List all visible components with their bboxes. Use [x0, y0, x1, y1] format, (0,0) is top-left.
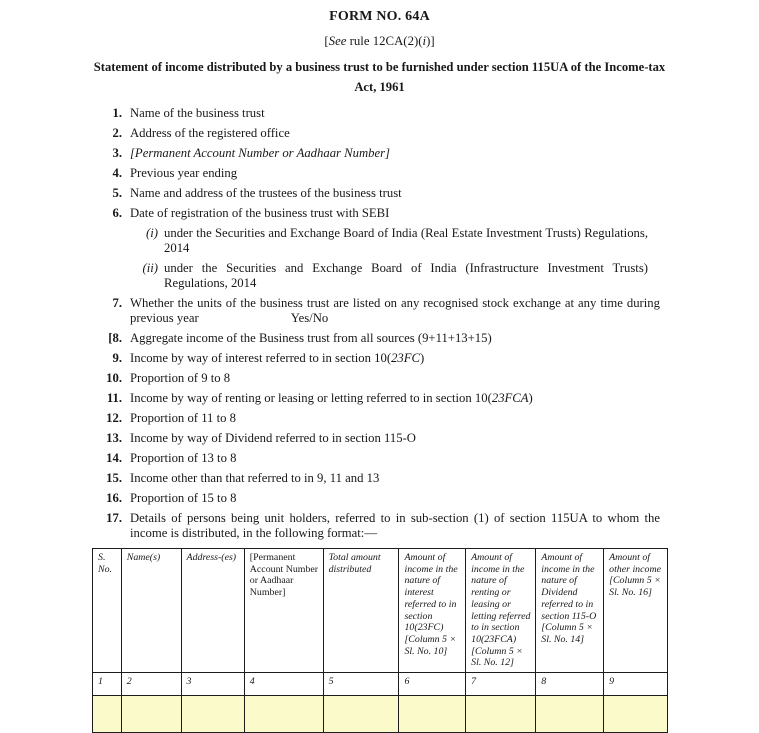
form-heading: Statement of income distributed by a business trust to be furnished under section 115UA of the Income-tax Act, 1961 — [93, 60, 666, 94]
item-text-segment: Details of persons being unit holders, referred to in sub-section (1) of section 115UA to whom the income is distributed, in the following format:— — [130, 511, 660, 541]
item-text — [130, 206, 660, 221]
item-text-segment: Income other than that referred to in 9, 11 and 13 — [130, 471, 380, 486]
item-text — [130, 331, 660, 346]
form-title: FORM NO. 64A — [329, 9, 430, 24]
item-text-segment: Whether the units of the business trust are listed on any recognised stock exchange at any time during previous year — [130, 296, 660, 326]
item-text-segment: Proportion of 9 to 8 — [130, 371, 231, 386]
table-header-cell: S. No. — [93, 549, 122, 673]
table-header-cell: Amount of income in the nature of Dividend referred to in section 115-O [Column 5 × Sl. No. 14] — [536, 549, 604, 673]
item-number: [8. — [108, 331, 122, 346]
table-header-cell: Total amount distributed — [323, 549, 399, 673]
item-text-segment: ) — [528, 391, 533, 406]
item-text — [130, 106, 660, 121]
table-column-number-cell: 8 — [536, 673, 604, 696]
item-number: 2. — [112, 126, 122, 141]
table-header-cell: Amount of income in the nature of interest referred to in section 10(23FC) [Column 5 × Sl. No. 10] — [399, 549, 466, 673]
item-text — [130, 431, 660, 446]
item-text-segment: 23FC — [391, 351, 420, 366]
item-text — [164, 226, 648, 256]
item-number: 9. — [112, 351, 122, 366]
item-text-segment: 23FCA — [491, 391, 529, 406]
item-number: 1. — [112, 106, 122, 121]
item-text-segment: Proportion of 11 to 8 — [130, 411, 236, 426]
item-text — [130, 391, 660, 406]
form-subitem-ii — [92, 261, 759, 291]
table-column-number-cell: 9 — [604, 673, 668, 696]
item-text-segment: Previous year ending — [130, 166, 238, 181]
rule-see: See — [328, 34, 347, 48]
table-header-cell: [Permanent Account Number or Aadhaar Number] — [244, 549, 323, 673]
form-item-1 — [92, 106, 759, 121]
item-text-segment: Income by way of renting or leasing or letting referred to in section 10( — [130, 391, 492, 406]
rule-mid: rule 12CA(2)( — [346, 34, 423, 48]
table-column-number-cell: 7 — [466, 673, 536, 696]
table-entry-cell[interactable] — [323, 696, 399, 733]
table-header-cell: Amount of income in the nature of renting or leasing or letting referred to in section 10(23FCA) [Column 5 × Sl. No. 12] — [466, 549, 536, 673]
item-text-segment: Date of registration of the business trust with SEBI — [130, 206, 390, 221]
form-item-7 — [92, 296, 759, 326]
item-number: 16. — [106, 491, 122, 506]
form-item-8 — [92, 331, 759, 346]
item-number: 7. — [112, 296, 122, 311]
table-header-row — [93, 549, 668, 673]
form-item-13 — [92, 431, 759, 446]
table-entry-cell[interactable] — [181, 696, 244, 733]
table-column-number-cell: 1 — [93, 673, 122, 696]
item-text-segment: Income by way of interest referred to in section 10( — [130, 351, 392, 366]
form-item-5 — [92, 186, 759, 201]
item-text-segment: Income by way of Dividend referred to in section 115-O — [130, 431, 416, 446]
form-item-10 — [92, 371, 759, 386]
table-header-cell: Amount of other income [Column 5 × Sl. No. 16] — [604, 549, 668, 673]
item-text-segment: under the Securities and Exchange Board of India (Real Estate Investment Trusts) Regulations, 2014 — [164, 226, 648, 256]
item-text — [164, 261, 648, 291]
form-item-17 — [92, 511, 759, 541]
item-text — [130, 451, 660, 466]
item-text — [130, 351, 660, 366]
table-entry-cell[interactable] — [536, 696, 604, 733]
rule-open: [ — [324, 34, 329, 48]
form-item-11 — [92, 391, 759, 406]
rule-close: )] — [426, 34, 435, 48]
item-number: 10. — [106, 371, 122, 386]
table-entry-cell[interactable] — [466, 696, 536, 733]
form-item-3 — [92, 146, 759, 161]
item-text-segment: Address of the registered office — [130, 126, 290, 141]
table-entry-cell[interactable] — [604, 696, 668, 733]
table-header-cell: Name(s) — [121, 549, 181, 673]
table-column-number-cell: 4 — [244, 673, 323, 696]
item-text — [130, 146, 660, 161]
table-entry-cell[interactable] — [93, 696, 122, 733]
item-text — [130, 471, 660, 486]
rule-i: i — [422, 34, 427, 48]
form-item-9 — [92, 351, 759, 366]
item-text — [130, 371, 660, 386]
item-text-segment: Proportion of 15 to 8 — [130, 491, 237, 506]
form-item-4 — [92, 166, 759, 181]
item-text-segment: ) — [419, 351, 425, 366]
form-rule-reference — [0, 34, 759, 49]
yes-no-choice: Yes/No — [290, 311, 329, 326]
item-number: 6. — [112, 206, 122, 221]
item-text — [130, 411, 660, 426]
table-entry-cell[interactable] — [399, 696, 466, 733]
table-column-number-cell: 6 — [399, 673, 466, 696]
item-number: 15. — [106, 471, 122, 486]
table-column-number-cell: 3 — [181, 673, 244, 696]
table-entry-row — [93, 696, 668, 733]
item-text-segment: under the Securities and Exchange Board of India (Infrastructure Investment Trusts) Regulations, 2014 — [164, 261, 648, 291]
form-subitem-i — [92, 226, 759, 256]
item-text — [130, 296, 660, 326]
item-number: 17. — [106, 511, 122, 526]
table-entry-cell[interactable] — [244, 696, 323, 733]
item-text — [130, 511, 660, 541]
item-text-segment: Proportion of 13 to 8 — [130, 451, 237, 466]
item-number: (i) — [146, 226, 158, 241]
form-item-15 — [92, 471, 759, 486]
item-text — [130, 166, 660, 181]
item-number: 14. — [106, 451, 122, 466]
table-column-number-cell: 5 — [323, 673, 399, 696]
form-item-14 — [92, 451, 759, 466]
item-text — [130, 126, 660, 141]
item-number: 4. — [112, 166, 122, 181]
item-text-segment: Name and address of the trustees of the business trust — [130, 186, 402, 201]
form-item-list — [0, 106, 759, 541]
item-text-segment: Name of the business trust — [130, 106, 265, 121]
item-text-segment: Aggregate income of the Business trust from all sources (9+11+13+15) — [130, 331, 492, 346]
item-number: (ii) — [142, 261, 158, 276]
item-number: 5. — [112, 186, 122, 201]
unit-holders-table — [92, 548, 668, 733]
form-item-12 — [92, 411, 759, 426]
item-number: 11. — [106, 391, 122, 406]
table-column-number-cell: 2 — [121, 673, 181, 696]
item-text — [130, 491, 660, 506]
item-text-segment: [Permanent Account Number or Aadhaar Number] — [130, 146, 390, 161]
table-header-cell: Address-(es) — [181, 549, 244, 673]
item-number: 3. — [112, 146, 122, 161]
table-column-number-row — [93, 673, 668, 696]
item-number: 13. — [106, 431, 122, 446]
form-item-2 — [92, 126, 759, 141]
item-text — [130, 186, 660, 201]
item-number: 12. — [106, 411, 122, 426]
table-entry-cell[interactable] — [121, 696, 181, 733]
form-item-16 — [92, 491, 759, 506]
form-item-6 — [92, 206, 759, 221]
